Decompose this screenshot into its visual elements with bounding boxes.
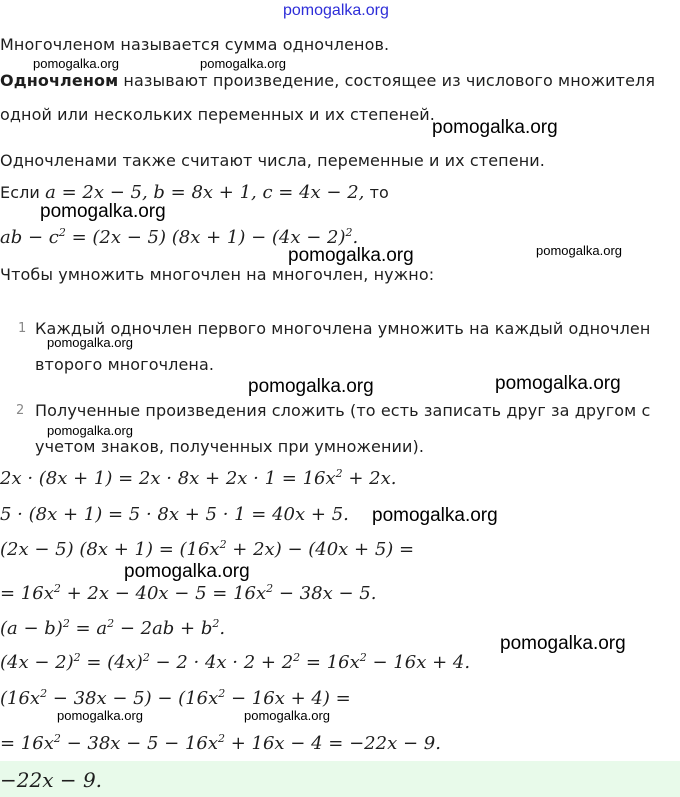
definition-monomial-cont: одной или нескольких переменных и их степеней. [0,105,435,124]
watermark: pomogalka.org [124,561,250,582]
m8a: = 16x [0,733,54,754]
given-line [0,182,389,203]
m7c: − 16x + 4) = [225,688,351,709]
expr-end: . [352,227,359,248]
monomial-term: Одночленом [0,71,119,90]
watermark: pomogalka.org [536,243,622,258]
m7b: − 38x − 5) − (16x [47,688,219,709]
definition-polynomial: Многочленом называется сумма одночленов. [0,35,390,54]
sq: 2 [219,538,227,551]
site-title[interactable]: pomogalka.org [283,2,389,19]
sq: 2 [335,467,343,480]
m6a: (4x − 2) [0,652,74,673]
sq: 2 [62,617,70,630]
math-line-3 [0,539,414,560]
watermark: pomogalka.org [47,423,133,438]
watermark: pomogalka.org [200,56,286,71]
sq: 2 [345,226,353,239]
answer: −22x − 9. [0,768,103,792]
rule-intro: Чтобы умножить многочлен на многочлен, нужно: [0,265,435,284]
math-line-2: 5 · (8x + 1) = 5 · 8x + 5 · 1 = 40x + 5. [0,504,349,525]
math-line-1 [0,468,396,489]
watermark: pomogalka.org [244,708,330,723]
step-1-line1: Каждый одночлен первого многочлена умножить на каждый одночлен [35,319,651,338]
monomial-text: называют произведение, состоящее из числового множителя [118,71,656,90]
watermark: pomogalka.org [33,56,119,71]
m5b: = a [69,618,108,639]
sq: 2 [218,687,226,700]
m4b: + 2x − 40x − 5 = 16x [60,583,267,604]
monomial-note: Одночленами также считают числа, переменные и их степени. [0,151,545,170]
sq: 2 [73,651,81,664]
m7a: (16x [0,688,41,709]
m1: 2x · (8x + 1) = 2x · 8x + 2x · 1 = 16x [0,468,336,489]
expr-rhs: = (2x − 5) (8x + 1) − (4x − 2) [65,227,346,248]
watermark: pomogalka.org [248,376,374,397]
math-line-4 [0,583,376,604]
step-1-line2: второго многочлена. [35,355,215,374]
given-prefix: Если [0,183,46,202]
m6c: − 2 · 4x · 2 + 2 [149,652,294,673]
given-suffix: то [364,183,389,202]
m4a: = 16x [0,583,54,604]
m3a: (2x − 5) (8x + 1) = (16x [0,539,220,560]
m6e: − 16x + 4. [366,652,471,673]
m1-end: + 2x. [342,468,397,489]
sq: 2 [142,651,150,664]
sq: 2 [53,732,61,745]
math-line-7 [0,688,351,709]
watermark: pomogalka.org [372,505,498,526]
sq: 2 [212,617,220,630]
m5d: . [219,618,226,639]
math-line-8 [0,733,441,754]
sq: 2 [218,732,225,745]
m4c: − 38x − 5. [273,583,377,604]
step-number: 2 [16,403,25,418]
given-formula: a = 2x − 5, b = 8x + 1, c = 4x − 2, [45,182,365,203]
expr-lhs: ab − c [0,227,59,248]
sq: 2 [359,651,367,664]
step-number: 1 [18,321,27,336]
watermark: pomogalka.org [40,201,166,222]
sq: 2 [58,226,66,239]
watermark: pomogalka.org [288,245,414,266]
step-2-line1: Полученные произведения сложить (то есть записать друг за другом с [35,401,651,420]
step-2-line2: учетом знаков, полученных при умножении). [35,437,425,456]
math-line-6 [0,652,470,673]
m5c: − 2ab + b [114,618,213,639]
definition-monomial [0,71,655,90]
sq: 2 [107,617,115,630]
m6d: = 16x [300,652,360,673]
watermark: pomogalka.org [500,633,626,654]
sq: 2 [53,582,61,595]
watermark: pomogalka.org [57,708,143,723]
math-line-5 [0,618,225,639]
watermark: pomogalka.org [432,117,558,138]
m5a: (a − b) [0,618,63,639]
m8c: + 16x − 4 = −22x − 9. [225,733,441,754]
sq: 2 [293,651,301,664]
m3b: + 2x) − (40x + 5) = [226,539,415,560]
m8b: − 38x − 5 − 16x [60,733,218,754]
sq: 2 [266,582,274,595]
m6b: = (4x) [80,652,143,673]
watermark: pomogalka.org [495,373,621,394]
sq: 2 [40,687,48,700]
watermark: pomogalka.org [47,335,133,350]
